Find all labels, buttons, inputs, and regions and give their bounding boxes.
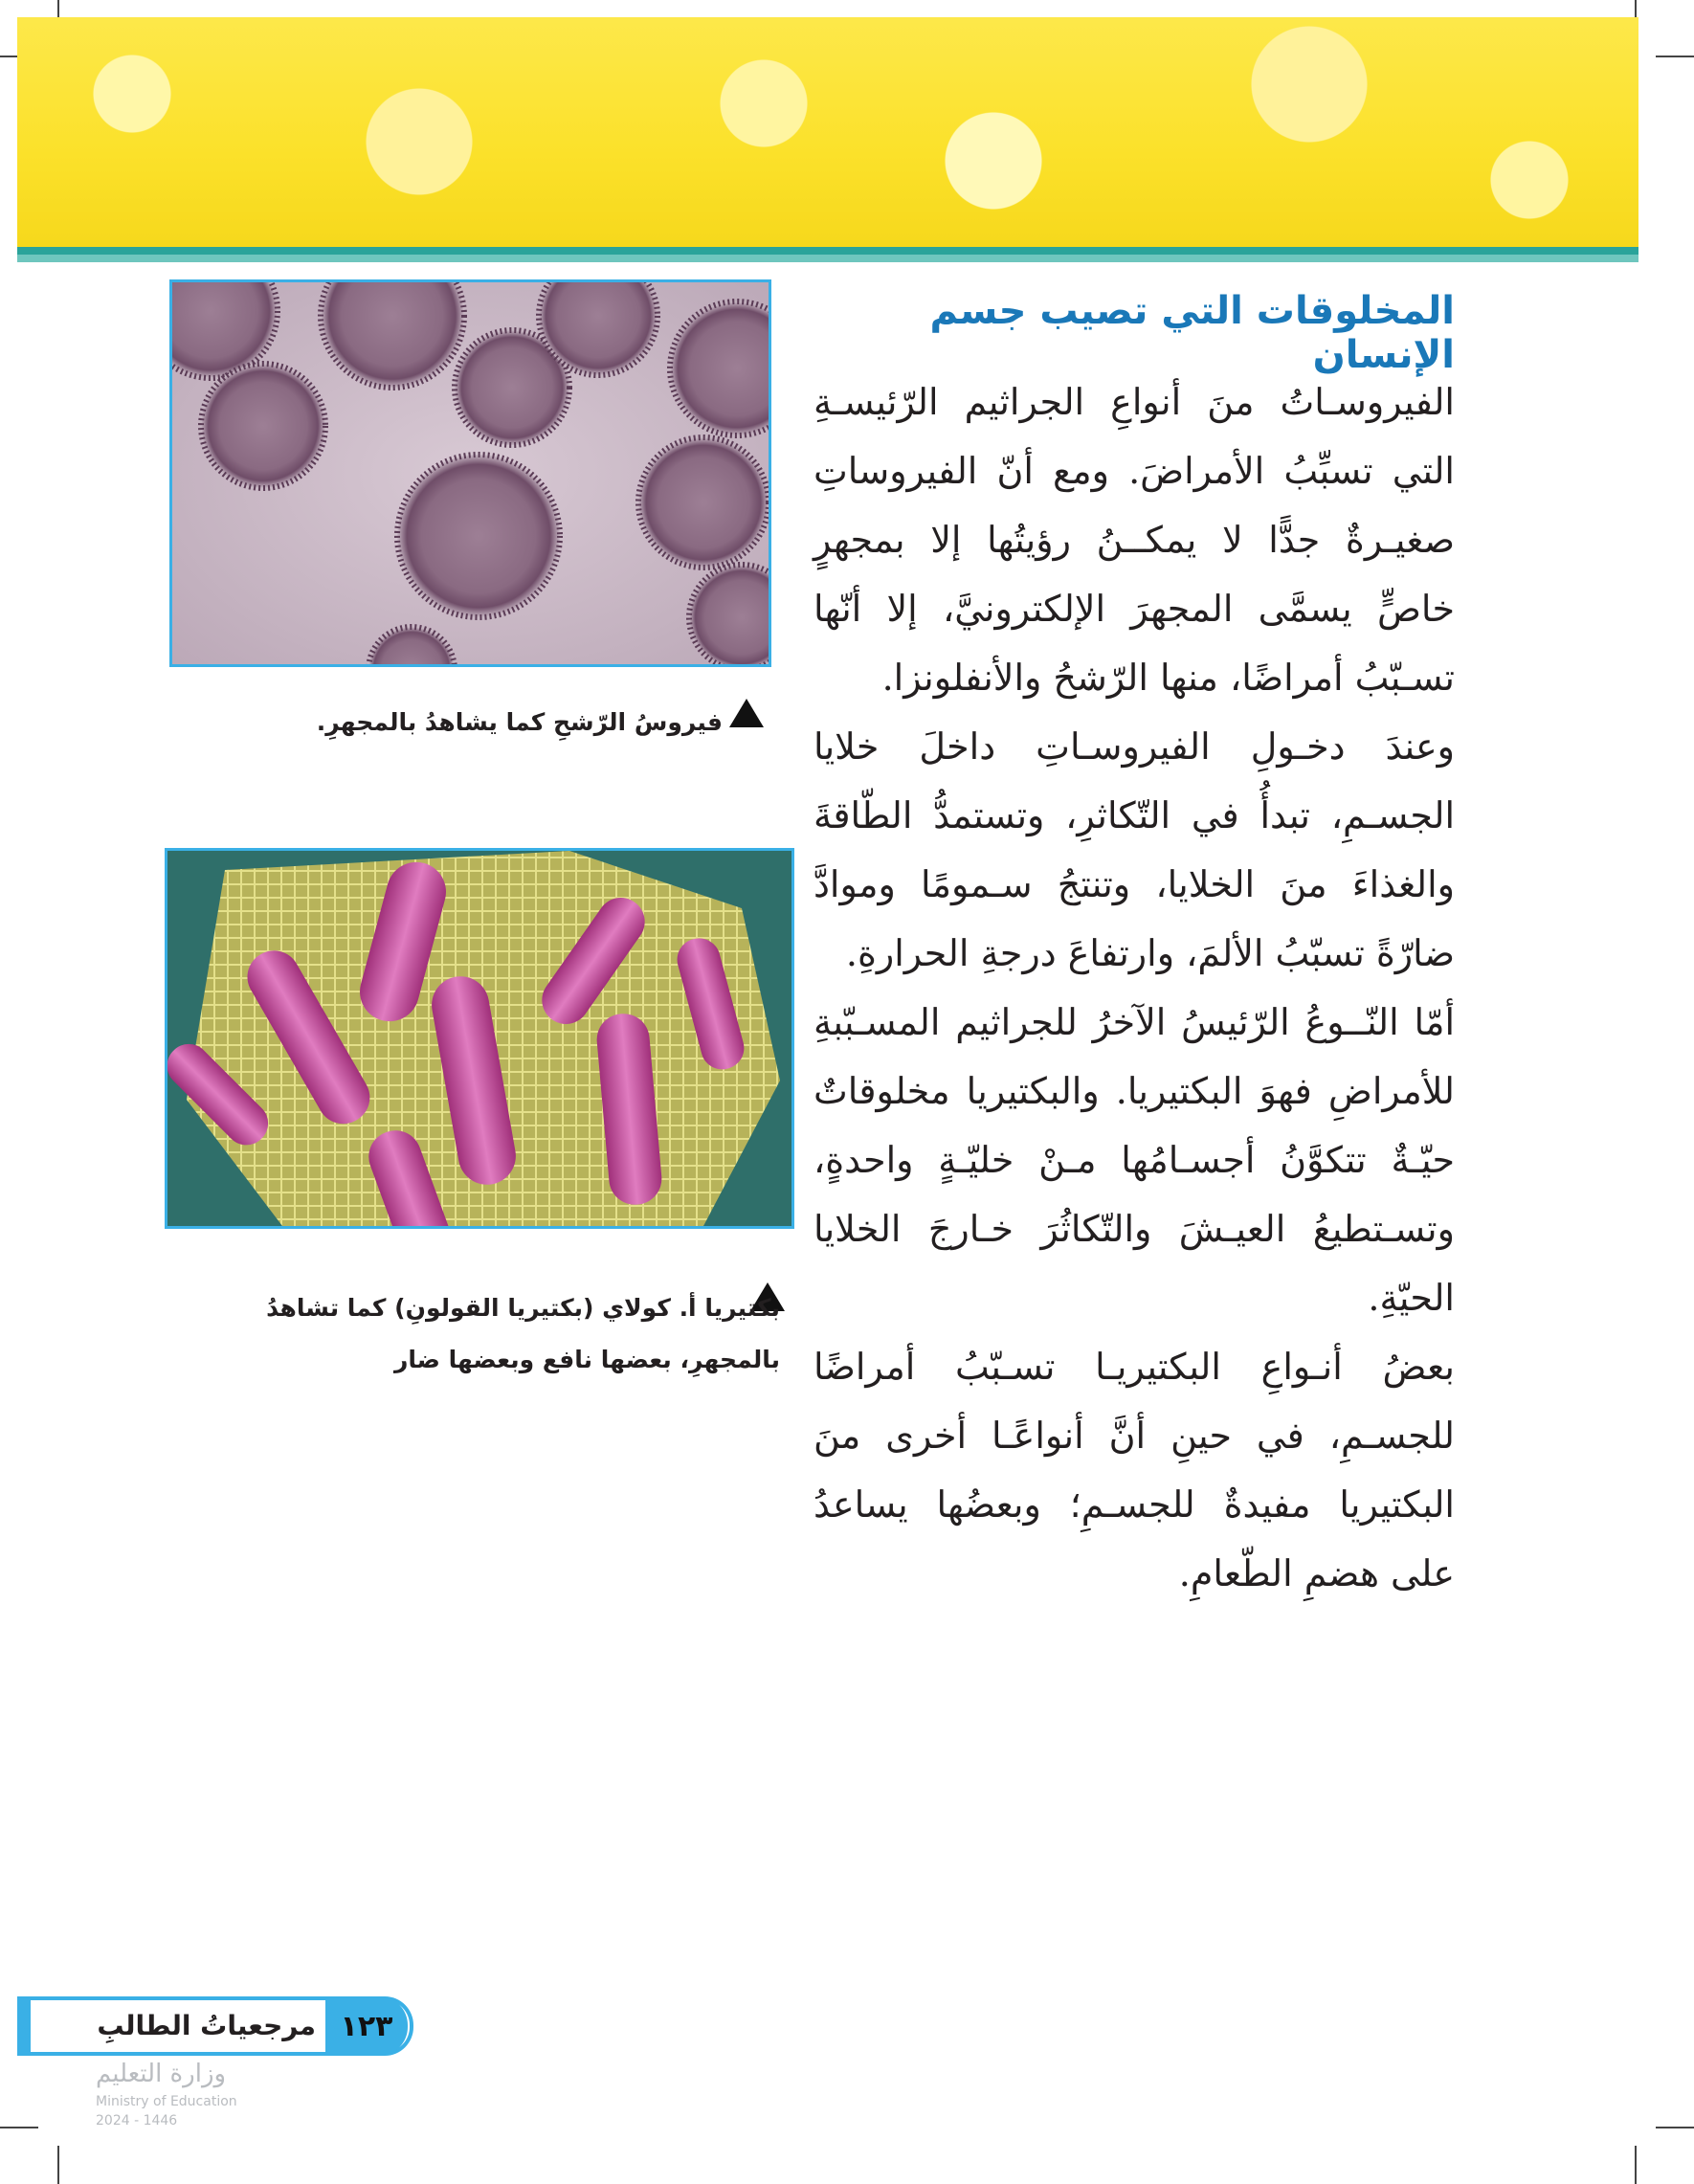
edition-year: 2024 - 1446 (96, 2113, 178, 2128)
body-text (814, 368, 1455, 1608)
footer-title: مرجعياتُ الطالبِ (97, 2010, 316, 2041)
header-banner (17, 17, 1638, 247)
section-title: المخلوقات التي تصيب جسم الإنسان (929, 289, 1455, 377)
paragraph: أمّا النّــوعُ الرّئيسُ الآخرُ للجراثيم المسـبّبةِ للأمراضِ فهوَ البكتيريا. والبكتيريا مخلوقاتٌ حيّـةٌ تتكوَّنُ أجسـامُها مـنْ خليّـةٍ واحدةٍ، وتسـتطيعُ العيـشَ والتّكاثُرَ خـارجَ الخلايا الحيّةِ. (814, 1001, 1455, 1319)
ministry-logo-text: وزارة التعليم (96, 2060, 227, 2088)
banner-stripe (17, 247, 1638, 255)
crop-mark (0, 2127, 38, 2128)
bacteria-caption: بكتيريا أ. كولاي (بكتيريا القولونِ) كما تشاهدُ بالمجهرِ، بعضها نافع وبعضها ضار (266, 1294, 780, 1373)
crop-mark (1656, 2127, 1694, 2128)
footer-accent (17, 1996, 31, 2056)
paragraph: الفيروسـاتُ منَ أنواعِ الجراثيم الرّئيسـةِ التي تسبِّبُ الأمراضَ. ومع أنّ الفيروساتِ صغيـرةٌ جدًّا لا يمكــنُ رؤيتُها إلا بمجهرٍ خاصٍّ يسمَّى المجهرَ الإلكترونيَّ، إلا أنّها تسـبّبُ أمراضًا، منها الرّشحُ والأنفلونزا. (814, 381, 1455, 699)
crop-mark (1656, 56, 1694, 57)
crop-mark (1635, 2146, 1637, 2184)
virus-caption: فيروسُ الرّشحِ كما يشاهدُ بالمجهرِ. (316, 708, 723, 736)
paragraph: بعضُ أنـواعِ البكتيريـا تسـبّبُ أمراضًا للجسـمِ، في حينِ أنَّ أنواعًـا أخرى منَ البكتيريا مفيدةٌ للجسـمِ؛ وبعضُها يساعدُ على هضمِ الطّعامِ. (814, 1346, 1455, 1594)
paragraph: وعندَ دخـولِ الفيروسـاتِ داخلَ خلايا الجسـمِ، تبدأُ في التّكاثرِ، وتستمدُّ الطّاقةَ والغذاءَ منَ الخلايا، وتنتجُ سـمومًا وموادَّ ضارّةً تسبّبُ الألمَ، وارتفاعَ درجةِ الحرارةِ. (814, 725, 1455, 974)
caption-marker-icon (729, 699, 764, 727)
ministry-name-en: Ministry of Education (96, 2094, 237, 2109)
crop-mark (57, 2146, 59, 2184)
virus-micrograph (169, 279, 771, 667)
page-number: ١٢٣ (325, 1996, 408, 2056)
bacteria-micrograph (165, 848, 794, 1229)
banner-stripe (17, 255, 1638, 262)
